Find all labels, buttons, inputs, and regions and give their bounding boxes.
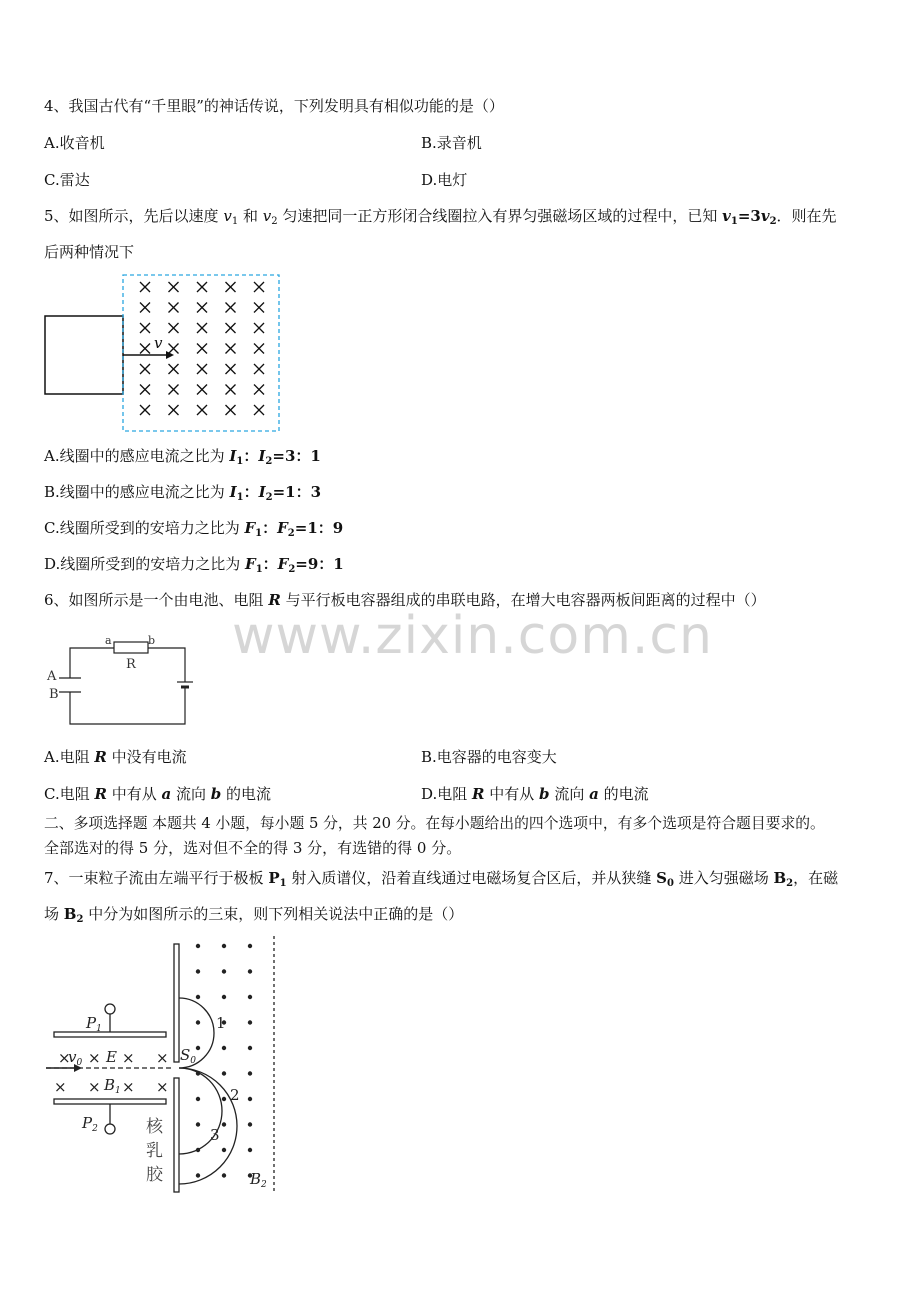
field-dot bbox=[196, 944, 200, 948]
plate-p2 bbox=[54, 1099, 166, 1104]
q6-circuit-figure bbox=[44, 630, 204, 730]
field-dot bbox=[248, 1071, 252, 1075]
cross-mark: × bbox=[54, 1078, 67, 1096]
field-dot bbox=[196, 1020, 200, 1024]
field-dot bbox=[248, 1097, 252, 1101]
q6-stem: 6、如图所示是一个由电池、电阻 R 与平行板电容器组成的串联电路，在增大电容器两板间距离的过程中（） bbox=[44, 591, 766, 609]
q5-option-c: C.线圈所受到的安培力之比为 $F_1$：$F_2=1$：9 bbox=[44, 519, 344, 539]
field-dot bbox=[196, 1173, 200, 1177]
terminal-a-label: a bbox=[105, 634, 112, 647]
track-3-label: 3 bbox=[210, 1126, 220, 1144]
q6-option-a: A.电阻 R 中没有电流 bbox=[44, 748, 187, 766]
trajectory-2 bbox=[179, 1068, 237, 1184]
plate-b-label: B bbox=[49, 687, 59, 702]
q5-option-a: A.线圈中的感应电流之比为 $I_1$：$I_2=3$：1 bbox=[44, 447, 321, 467]
q4-option-b: B.录音机 bbox=[421, 134, 482, 152]
cross-mark: × bbox=[88, 1049, 101, 1067]
v0-label: $v_0$ bbox=[68, 1048, 83, 1068]
q6-option-d: D.电阻 R 中有从 b 流向 a 的电流 bbox=[421, 785, 649, 803]
field-dot bbox=[222, 969, 226, 973]
track-1-label: 1 bbox=[216, 1014, 226, 1032]
field-dot bbox=[248, 995, 252, 999]
b1-label: $B_1$ bbox=[104, 1076, 121, 1096]
field-dot bbox=[222, 1046, 226, 1050]
field-dot bbox=[248, 1148, 252, 1152]
field-dot bbox=[196, 1046, 200, 1050]
square-coil bbox=[45, 316, 123, 394]
q4-option-a: A.收音机 bbox=[44, 134, 105, 152]
q4-stem: 4、我国古代有“千里眼”的神话传说，下列发明具有相似功能的是（） bbox=[44, 97, 504, 115]
field-dot bbox=[196, 1097, 200, 1101]
q7-stem-line1: 7、一束粒子流由左端平行于极板 $P_1$ 射入质谱仪，沿着直线通过电磁场复合区后，并从狭缝 $S_0$ 进入匀强磁场 $B_2$，在磁 bbox=[44, 869, 839, 889]
field-dot bbox=[196, 1148, 200, 1152]
field-dot bbox=[222, 995, 226, 999]
p2-label: $P_2$ bbox=[82, 1114, 98, 1134]
plate-a-label: A bbox=[47, 669, 57, 684]
cross-mark: × bbox=[156, 1049, 169, 1067]
q4-option-d: D.电灯 bbox=[421, 171, 468, 189]
e-label: E bbox=[106, 1048, 117, 1066]
field-dot bbox=[248, 944, 252, 948]
q5-stem-line1: 5、如图所示，先后以速度 $v_1$ 和 $v_2$ 匀速把同一正方形闭合线圈拉入有界匀强磁场区域的过程中，已知 $v_1=3v_2$．则在先 bbox=[44, 207, 837, 227]
terminal-b-label: b bbox=[148, 634, 156, 647]
q7-stem-line2: 场 $B_2$ 中分为如图所示的三束，则下列相关说法中正确的是（） bbox=[44, 905, 464, 925]
track-2-label: 2 bbox=[230, 1086, 240, 1104]
field-dot bbox=[222, 1148, 226, 1152]
cross-mark: × bbox=[156, 1078, 169, 1096]
cross-mark: × bbox=[122, 1078, 135, 1096]
field-dot bbox=[196, 995, 200, 999]
field-b2-dots bbox=[196, 944, 252, 1178]
resistor-label: R bbox=[126, 657, 136, 672]
resistor bbox=[114, 642, 148, 653]
field-dot bbox=[222, 1122, 226, 1126]
cross-mark: × bbox=[88, 1078, 101, 1096]
q5-option-b: B.线圈中的感应电流之比为 $I_1$：$I_2=1$：3 bbox=[44, 483, 322, 503]
field-dot bbox=[222, 1071, 226, 1075]
film-lower bbox=[174, 1078, 179, 1192]
field-dot bbox=[222, 1097, 226, 1101]
section2-heading-line1: 二、多项选择题 本题共 4 小题，每小题 5 分，共 20 分。在每小题给出的四个选项中，有多个选项是符合题目要求的。 bbox=[44, 815, 825, 832]
q5-figure bbox=[40, 270, 290, 435]
field-dot bbox=[222, 1173, 226, 1177]
section2-heading-line2: 全部选对的得 5 分，选对但不全的得 3 分，有选错的得 0 分。 bbox=[44, 839, 462, 857]
plate-p1 bbox=[54, 1032, 166, 1037]
q5-stem-line2: 后两种情况下 bbox=[44, 243, 135, 261]
film-label-char: 胶 bbox=[146, 1165, 163, 1185]
cross-mark: × bbox=[58, 1049, 71, 1067]
q6-option-b: B.电容器的电容变大 bbox=[421, 748, 557, 766]
velocity-label: v bbox=[154, 334, 163, 352]
q7-mass-spectrometer-figure bbox=[40, 932, 290, 1200]
magnetic-field-region bbox=[123, 275, 279, 431]
q6-option-c: C.电阻 R 中有从 a 流向 b 的电流 bbox=[44, 785, 272, 803]
field-dot bbox=[222, 944, 226, 948]
film-label-char: 核 bbox=[146, 1117, 163, 1137]
watermark: www.zixin.com.cn bbox=[232, 606, 713, 666]
q5-option-d: D.线圈所受到的安培力之比为 $F_1$：$F_2=9$：1 bbox=[44, 555, 344, 575]
field-dot bbox=[248, 1122, 252, 1126]
field-dot bbox=[196, 969, 200, 973]
field-dot bbox=[248, 1020, 252, 1024]
field-dot bbox=[248, 969, 252, 973]
film-label-char: 乳 bbox=[146, 1141, 163, 1161]
field-dot bbox=[196, 1122, 200, 1126]
film-upper bbox=[174, 944, 179, 1062]
s0-label: $S_0$ bbox=[180, 1046, 197, 1066]
field-dot bbox=[196, 1071, 200, 1075]
p1-label: $P_1$ bbox=[86, 1014, 102, 1034]
cross-mark: × bbox=[122, 1049, 135, 1067]
b2-label: $B_2$ bbox=[250, 1170, 267, 1190]
q4-option-c: C.雷达 bbox=[44, 171, 90, 189]
field-dot bbox=[248, 1046, 252, 1050]
